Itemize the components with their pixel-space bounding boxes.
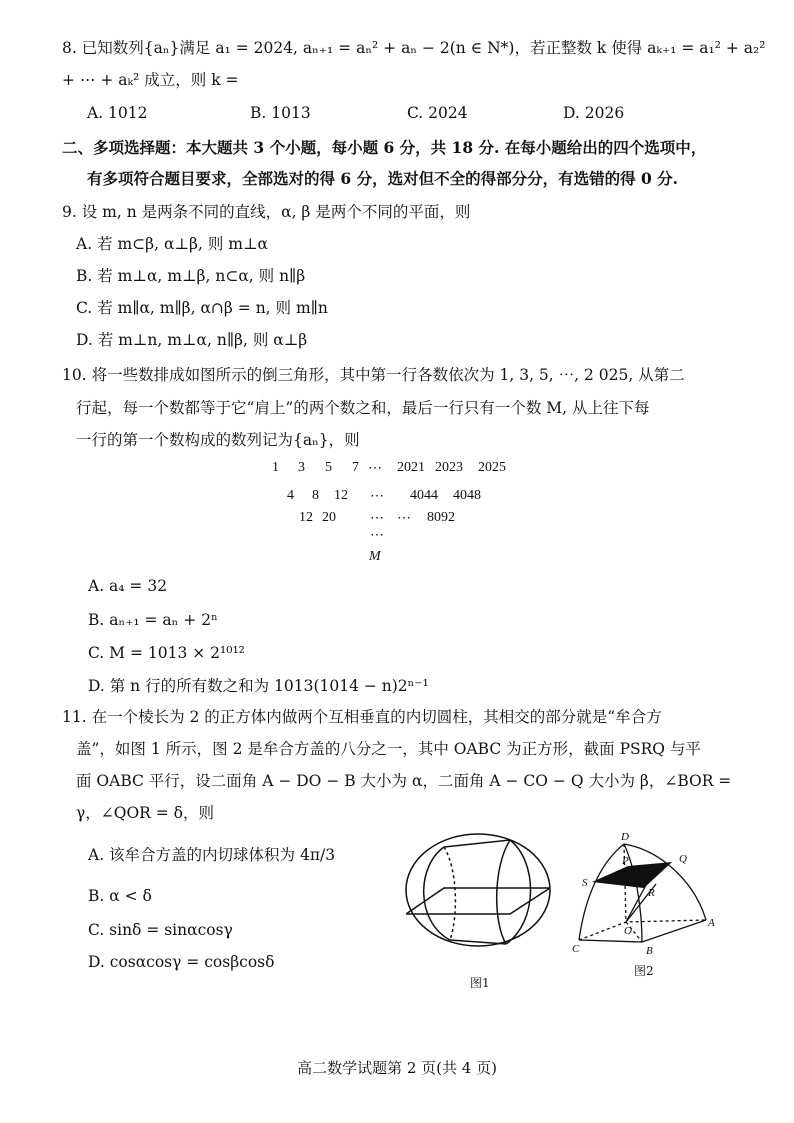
- q9-option-b: B. 若 m⊥α, m⊥β, n⊂α, 则 n∥β: [76, 267, 306, 285]
- fig2-label-a: A: [708, 917, 715, 929]
- q8-stem-line2: + ⋯ + aₖ² 成立，则 k =: [62, 71, 239, 89]
- page-footer: 高二数学试题第 2 页(共 4 页): [297, 1059, 497, 1077]
- q11-stem-line2: 盖”，如图 1 所示，图 2 是牟合方盖的八分之一，其中 OABC 为正方形，截面 PSRQ 与平: [76, 740, 701, 758]
- tri-r1-2: 3: [298, 460, 305, 475]
- q9-option-c: C. 若 m∥α, m∥β, α∩β = n, 则 m∥n: [76, 299, 328, 317]
- q10-stem-line2: 行起，每一个数都等于它“肩上”的两个数之和，最后一行只有一个数 M, 从上往下每: [76, 399, 650, 417]
- q11-option-c: C. sinδ = sinαcosγ: [88, 921, 233, 939]
- tri-r1-8: 2025: [478, 460, 506, 475]
- fig2-label-q: Q: [679, 853, 687, 865]
- fig2-label-d: D: [621, 831, 629, 843]
- fig2-label-b: B: [646, 945, 653, 957]
- tri-r1-5: ⋯: [368, 461, 382, 476]
- q11-option-d: D. cosαcosγ = cosβcosδ: [88, 953, 275, 971]
- section2-heading-line1: 二、多项选择题：本大题共 3 个小题，每小题 6 分，共 18 分. 在每小题给出的四个选项中，: [62, 138, 707, 157]
- tri-r2-4: ⋯: [370, 489, 384, 504]
- fig2-label-o: O: [624, 925, 632, 937]
- q11-option-b: B. α < δ: [88, 887, 152, 905]
- tri-r1-1: 1: [272, 460, 279, 475]
- figure1-caption: 图1: [470, 976, 490, 990]
- tri-r3-2: 20: [322, 510, 336, 525]
- q11-stem-line3: 面 OABC 平行，设二面角 A − DO − B 大小为 α，二面角 A − CO − Q 大小为 β，∠BOR =: [76, 772, 732, 790]
- fig2-label-s: S: [582, 877, 588, 889]
- q10-option-a: A. a₄ = 32: [88, 577, 168, 595]
- tri-r3-3: ⋯: [370, 511, 384, 526]
- q10-option-d: D. 第 n 行的所有数之和为 1013(1014 − n)2ⁿ⁻¹: [88, 677, 429, 695]
- q9-option-a: A. 若 m⊂β, α⊥β, 则 m⊥α: [76, 235, 269, 253]
- section2-heading-line2: 有多项符合题目要求，全部选对的得 6 分，选对但不全的得部分分，有选错的得 0 分.: [87, 169, 679, 188]
- figure2-one-eighth-solid: [564, 830, 724, 960]
- q11-stem-line1: 11. 在一个棱长为 2 的正方体内做两个互相垂直的内切圆柱，其相交的部分就是“牟合方: [62, 708, 662, 726]
- q10-stem-line3: 一行的第一个数构成的数列记为{aₙ}，则: [76, 431, 360, 449]
- tri-r1-3: 5: [325, 460, 332, 475]
- tri-r2-6: 4048: [453, 488, 481, 503]
- tri-r1-7: 2023: [435, 460, 463, 475]
- tri-r2-1: 4: [287, 488, 294, 503]
- q8-option-d: D. 2026: [563, 104, 625, 122]
- q8-option-b: B. 1013: [250, 104, 311, 122]
- q10-option-c: C. M = 1013 × 2¹⁰¹²: [88, 644, 245, 662]
- q10-option-b: B. aₙ₊₁ = aₙ + 2ⁿ: [88, 611, 218, 629]
- tri-r5-m: M: [369, 549, 381, 564]
- tri-r2-5: 4044: [410, 488, 438, 503]
- tri-r3-4: ⋯: [397, 511, 411, 526]
- q9-option-d: D. 若 m⊥n, m⊥α, n∥β, 则 α⊥β: [76, 331, 308, 349]
- q11-option-a: A. 该牟合方盖的内切球体积为 4π/3: [88, 846, 336, 864]
- figure2-caption: 图2: [634, 964, 654, 978]
- tri-r3-5: 8092: [427, 510, 455, 525]
- figure1-intersecting-cylinders: [398, 822, 558, 972]
- q8-stem-line1: 8. 已知数列{aₙ}满足 a₁ = 2024, aₙ₊₁ = aₙ² + aₙ − 2(n ∈ N*)，若正整数 k 使得 aₖ₊₁ = a₁² + a₂²: [62, 39, 766, 57]
- tri-r2-2: 8: [312, 488, 319, 503]
- fig2-label-c: C: [572, 943, 580, 955]
- fig2-label-r: R: [648, 887, 655, 899]
- q8-option-c: C. 2024: [407, 104, 468, 122]
- tri-r2-3: 12: [334, 488, 348, 503]
- tri-r3-1: 12: [299, 510, 313, 525]
- q10-stem-line1: 10. 将一些数排成如图所示的倒三角形，其中第一行各数依次为 1, 3, 5, ⋯, 2 025, 从第二: [62, 366, 685, 384]
- fig2-label-p: P: [622, 855, 629, 867]
- tri-r4-1: ⋯: [370, 528, 384, 543]
- q8-option-a: A. 1012: [87, 104, 148, 122]
- tri-r1-6: 2021: [397, 460, 425, 475]
- tri-r1-4: 7: [352, 460, 359, 475]
- q11-stem-line4: γ，∠QOR = δ，则: [76, 804, 215, 822]
- q9-stem: 9. 设 m, n 是两条不同的直线，α, β 是两个不同的平面，则: [62, 203, 471, 221]
